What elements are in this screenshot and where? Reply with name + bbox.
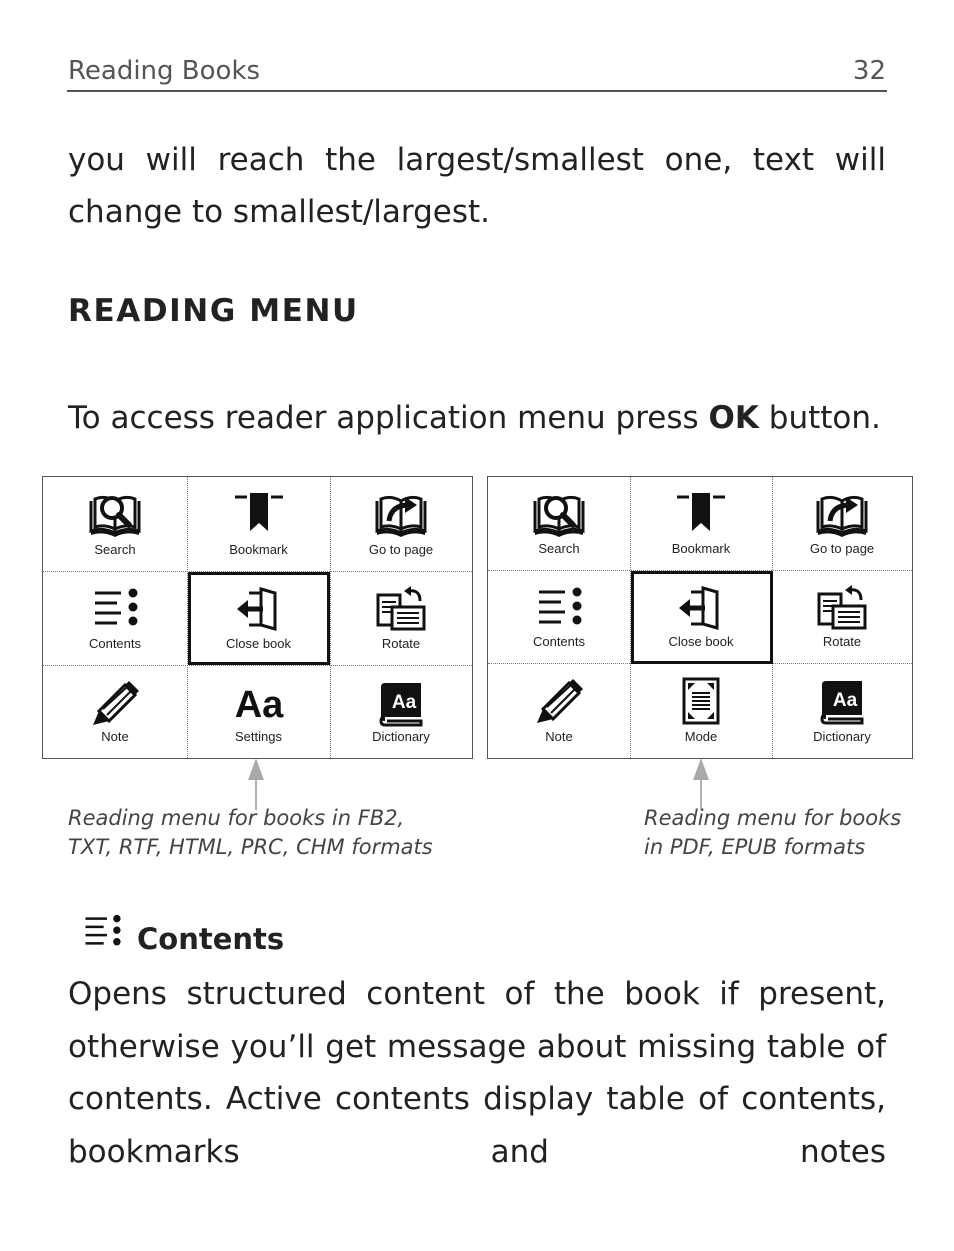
menu-item-search[interactable]: [43, 477, 187, 571]
dictionary-icon: [818, 677, 866, 725]
mode-icon: [676, 677, 726, 725]
para-text-after: button.: [758, 400, 881, 436]
header-rule: [67, 90, 887, 92]
para-text-before: To access reader application menu press: [68, 400, 709, 436]
caption-line: Reading menu for books: [644, 806, 902, 830]
settings-aa-icon: [231, 679, 287, 727]
page-number: 32: [852, 56, 886, 86]
menu-item-search[interactable]: [488, 477, 630, 570]
rotate-icon: [815, 584, 869, 632]
menu-item-note[interactable]: [488, 663, 630, 758]
menu-item-label: Settings: [235, 729, 282, 744]
body-paragraph-ok: [68, 396, 886, 440]
go-to-page-icon: [814, 491, 870, 539]
menu-item-label: Note: [545, 729, 573, 744]
reading-menu-pdf: [487, 476, 913, 759]
menu-item-rotate[interactable]: [772, 570, 912, 663]
figure-caption-right: [644, 804, 901, 862]
menu-item-label: Bookmark: [671, 541, 731, 556]
menu-item-go-to-page[interactable]: [330, 477, 472, 571]
pencil-icon: [533, 677, 585, 725]
pointer-arrow-icon: [246, 758, 266, 810]
rotate-icon: [374, 585, 428, 633]
bookmark-icon: [675, 491, 727, 537]
menu-item-label: Go to page: [809, 541, 875, 556]
menu-item-label: Contents: [88, 636, 142, 651]
menu-item-mode[interactable]: [630, 663, 772, 758]
section-heading: READING MENU: [68, 293, 359, 329]
menu-item-label: Close book: [225, 636, 292, 651]
menu-item-settings[interactable]: [187, 665, 330, 758]
contents-icon: [535, 584, 583, 630]
dictionary-icon: [377, 679, 425, 727]
search-book-icon: [87, 491, 143, 539]
menu-item-label: Note: [101, 729, 129, 744]
reading-menu-fb2: [42, 476, 473, 759]
menu-item-bookmark[interactable]: [630, 477, 772, 570]
subsection-title-contents: Contents: [137, 922, 285, 956]
contents-icon: [79, 912, 125, 950]
caption-line: Reading menu for books in FB2,: [68, 806, 405, 830]
body-paragraph: you will reach the largest/smallest one, text will change to smallest/largest.: [68, 142, 886, 230]
menu-item-bookmark[interactable]: [187, 477, 330, 571]
menu-item-label: Mode: [684, 729, 718, 744]
menu-item-contents[interactable]: [43, 571, 187, 665]
caption-line: in PDF, EPUB formats: [644, 835, 866, 859]
menu-item-label: Rotate: [822, 634, 862, 649]
running-header-title: Reading Books: [68, 56, 261, 86]
selected-item-frame: [631, 571, 773, 664]
menu-item-label: Dictionary: [372, 729, 430, 744]
pencil-icon: [89, 679, 141, 727]
menu-item-label: Search: [94, 542, 136, 557]
menu-item-label: Rotate: [381, 636, 421, 651]
menu-item-go-to-page[interactable]: [772, 477, 912, 570]
menu-item-label: Close book: [668, 634, 734, 649]
menu-item-note[interactable]: [43, 665, 187, 758]
menu-item-label: Dictionary: [813, 729, 871, 744]
bookmark-icon: [233, 491, 285, 537]
body-paragraph-contents: Opens structured content of the book if present, otherwise you’ll get message about missing table of contents. Active contents display table of contents, bookmarks and notes: [68, 976, 886, 1170]
menu-item-label: Go to page: [368, 542, 434, 557]
selected-item-frame: [188, 572, 330, 665]
menu-item-label: Contents: [532, 634, 586, 649]
menu-item-label: Bookmark: [229, 542, 288, 557]
menu-item-dictionary[interactable]: [772, 663, 912, 758]
menu-item-rotate[interactable]: [330, 571, 472, 665]
figure-caption-left: [68, 804, 433, 862]
search-book-icon: [531, 491, 587, 539]
ok-button-keyword: OK: [708, 400, 759, 436]
go-to-page-icon: [373, 491, 429, 539]
menu-item-dictionary[interactable]: [330, 665, 472, 758]
caption-line: TXT, RTF, HTML, PRC, CHM formats: [68, 835, 433, 859]
contents-icon: [91, 585, 139, 631]
menu-item-label: Search: [538, 541, 580, 556]
menu-item-contents[interactable]: [488, 570, 630, 663]
pointer-arrow-icon: [691, 758, 711, 810]
